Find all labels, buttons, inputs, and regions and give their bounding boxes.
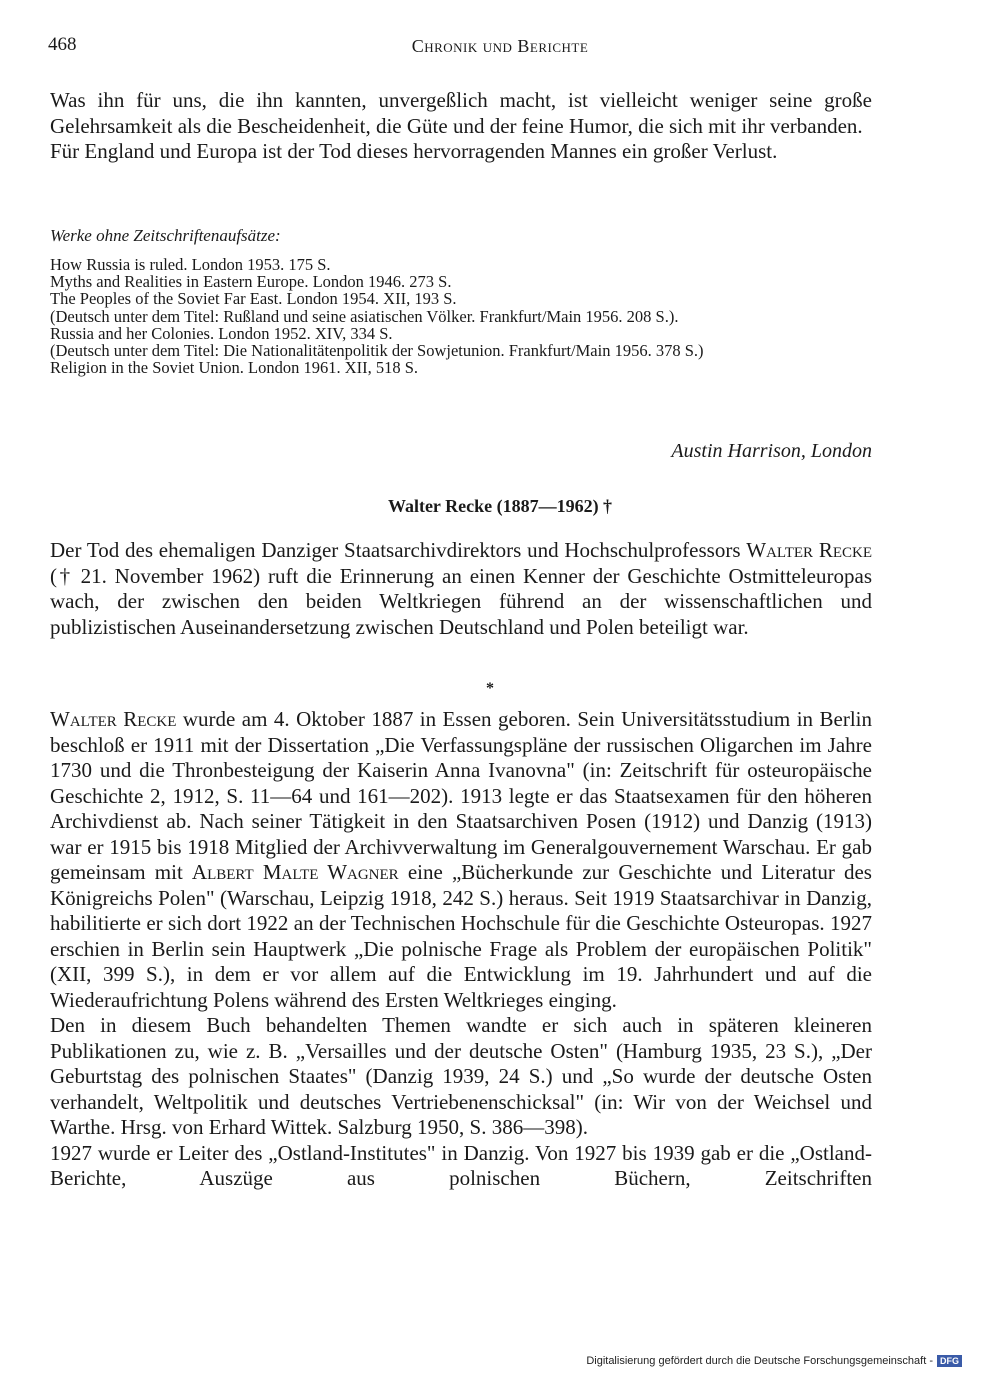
work-item: Russia and her Colonies. London 1952. XIV, 334 S. bbox=[50, 323, 393, 343]
person-name: Albert Malte Wagner bbox=[191, 860, 399, 884]
dfg-logo: DFG bbox=[937, 1355, 962, 1367]
obituary-intro-paragraph bbox=[50, 538, 872, 640]
text-run: Der Tod des ehemaligen Danziger Staatsarchivdirektors und Hochschulprofessors bbox=[50, 538, 747, 562]
biography-paragraph-2: Den in diesem Buch behandelten Themen wandte er sich auch in späteren kleineren Publikationen zu, wie z. B. „Versailles und der deutsche Osten" (Hamburg 1935, 23 S.), „Der Geburtstag des polnischen Staates" (Danzig 1939, 24 S.) und „So wurde der deutsche Osten verhandelt, Weltpolitik und deutsches Vertriebenenschicksal" (in: Wir von der Weichsel und Warthe. Hrsg. von Erhard Wittek. Salzburg 1950, S. 386—398). bbox=[50, 1013, 872, 1139]
section-heading: Walter Recke (1887—1962) † bbox=[387, 496, 613, 516]
intro-paragraph-1: Was ihn für uns, die ihn kannten, unvergeßlich macht, ist vielleicht weniger seine große Gelehrsamkeit als die Bescheidenheit, die Güte und der feine Humor, die sich mit ihr verbanden. bbox=[50, 88, 872, 138]
work-item: (Deutsch unter dem Titel: Rußland und seine asiatischen Völker. Frankfurt/Main 1956. 208 S.). bbox=[50, 306, 679, 326]
article-author: Austin Harrison, London bbox=[671, 440, 872, 462]
person-name: Walter Recke bbox=[746, 538, 872, 562]
work-item: (Deutsch unter dem Titel: Die Nationalitätenpolitik der Sowjetunion. Frankfurt/Main 1956. 378 S.) bbox=[50, 341, 704, 361]
text-run: eine „Bücherkunde zur Geschichte und Literatur des Königreichs Polen" (Warschau, Leipzig 1918, 242 S.) heraus. Seit 1919 Staatsarchivar in Danzig, habilitierte er sich dort 1922 an der Technischen Hochschule für die Geschichte Osteuropas. 1927 erschien in Berlin sein Hauptwerk „Die polnische Frage als Problem der europäischen Politik" (XII, 399 S.), in dem er vor allem auf die Entwicklung im 19. Jahrhundert und auf die Wiederaufrichtung Polens während des Ersten Weltkrieges einging. bbox=[50, 860, 872, 1012]
works-list bbox=[50, 256, 874, 376]
intro-paragraph-2: Für England und Europa ist der Tod dieses hervorragenden Mannes ein großer Verlust. bbox=[50, 139, 778, 163]
footer-text: Digitalisierung gefördert durch die Deutsche Forschungsgemeinschaft - bbox=[586, 1355, 933, 1367]
text-run: († 21. November 1962) ruft die Erinnerung an einen Kenner der Geschichte Ostmitteleuropas wach, der zwischen den beiden Weltkriegen führend an der wissenschaftlichen und publizistischen Auseinandersetzung zwischen Deutschland und Polen beteiligt war. bbox=[50, 563, 872, 639]
person-name: Walter Recke bbox=[50, 707, 177, 731]
running-title: Chronik und Berichte bbox=[411, 36, 589, 56]
work-item: Myths and Realities in Eastern Europe. London 1946. 273 S. bbox=[50, 272, 452, 292]
biography-paragraph-1 bbox=[50, 707, 872, 1013]
biography-paragraph-3: 1927 wurde er Leiter des „Ostland-Institutes" in Danzig. Von 1927 bis 1939 gab er die „Ostland-Berichte, Auszüge aus polnischen Büchern, Zeitschriften bbox=[50, 1140, 872, 1190]
asterism-separator: * bbox=[486, 680, 494, 697]
text-run: wurde am 4. Oktober 1887 in Essen geboren. Sein Universitätsstudium in Berlin beschloß er 1911 mit der Dissertation „Die Verfassungspläne der russischen Oligarchen im Jahre 1730 und die Thronbesteigung der Kaiserin Anna Ivanovna" (in: Zeitschrift für osteuropäische Geschichte 2, 1912, S. 11—64 und 161—202). 1913 legte er das Staatsexamen für den höheren Archivdienst ab. Nach seiner Tätigkeit in den Staatsarchiven Posen (1912) und Danzig (1913) war er 1915 bis 1918 Mitglied der Archivverwaltung im Generalgouvernement Warschau. Er gab gemeinsam mit bbox=[50, 707, 872, 884]
works-label: Werke ohne Zeitschriftenaufsätze: bbox=[50, 226, 281, 245]
obituary-intro bbox=[50, 538, 872, 640]
work-item: How Russia is ruled. London 1953. 175 S. bbox=[50, 255, 331, 274]
biography-text bbox=[50, 707, 872, 1192]
work-item: The Peoples of the Soviet Far East. London 1954. XII, 193 S. bbox=[50, 289, 457, 309]
page-number: 468 bbox=[48, 34, 77, 55]
footer-credit bbox=[586, 1355, 962, 1367]
work-item: Religion in the Soviet Union. London 1961. XII, 518 S. bbox=[50, 358, 419, 378]
intro-text bbox=[50, 88, 872, 165]
